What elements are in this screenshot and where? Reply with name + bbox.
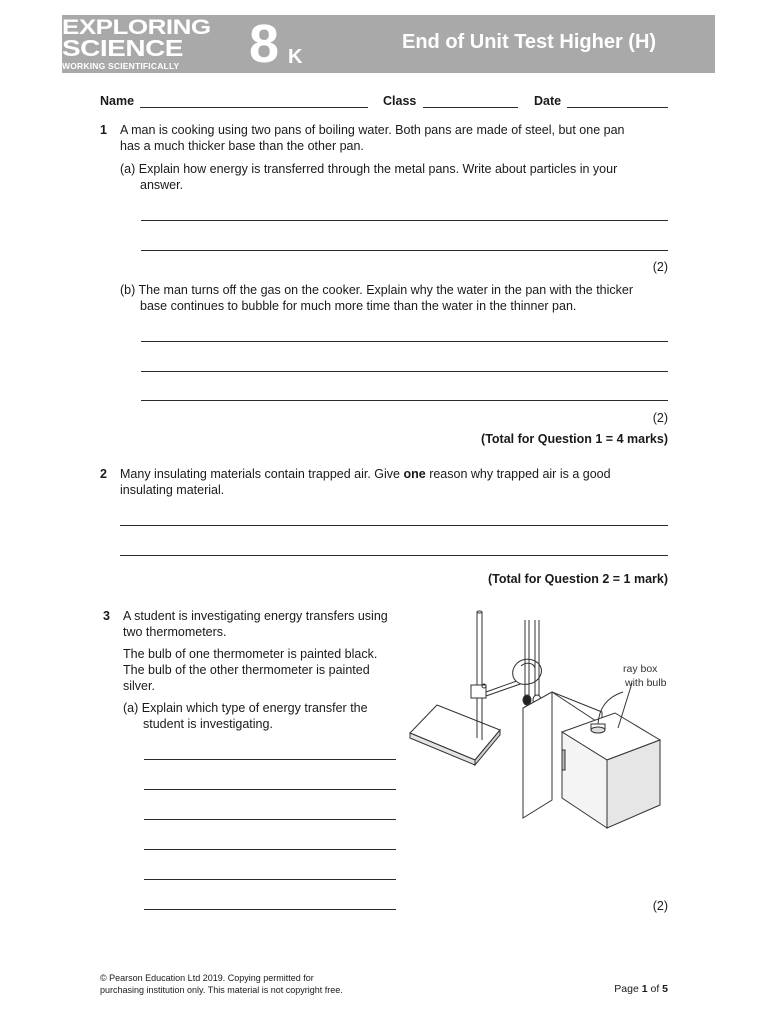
question-3a-line-2: student is investigating. — [143, 717, 273, 731]
page-number: Page 1 of 5 — [614, 983, 668, 995]
ray-box-label-line-2: with bulb — [625, 677, 667, 689]
question-3-para-line-2: The bulb of the other thermometer is painted — [123, 663, 370, 677]
question-1-stem-line-2: has a much thicker base than the other pan. — [120, 139, 364, 153]
answer-line[interactable] — [141, 400, 668, 401]
name-label: Name — [100, 94, 135, 108]
answer-line[interactable] — [141, 341, 668, 342]
question-3-stem-line-1: A student is investigating energy transfers using — [123, 609, 388, 623]
question-2-stem-line-2: insulating material. — [120, 483, 225, 497]
copyright-line-2: purchasing institution only. This material is not copyright free. — [100, 985, 343, 995]
question-3-number: 3 — [103, 609, 110, 623]
question-1-stem-line-1: A man is cooking using two pans of boiling water. Both pans are made of steel, but one pan — [120, 123, 625, 137]
answer-line[interactable] — [144, 849, 396, 850]
test-title: End of Unit Test Higher (H) — [402, 31, 657, 53]
question-3-stem-line-2: two thermometers. — [123, 625, 227, 639]
logo-line-1: EXPLORING — [62, 14, 211, 39]
stand-base — [410, 705, 500, 765]
class-field[interactable] — [423, 107, 518, 108]
copyright-line-1: © Pearson Education Ltd 2019. Copying permitted for — [100, 973, 314, 983]
name-field[interactable] — [140, 107, 368, 108]
question-3a-line-1: (a) Explain which type of energy transfer the — [123, 701, 368, 715]
question-1b-line-2: base continues to bubble for much more time than the water in the thinner pan. — [140, 299, 577, 313]
question-1a-line-2: answer. — [140, 178, 184, 192]
question-2-total: (Total for Question 2 = 1 mark) — [487, 572, 668, 586]
class-label: Class — [383, 94, 417, 108]
question-3a-marks: (2) — [652, 899, 668, 913]
question-1b-line-1: (b) The man turns off the gas on the cooker. Explain why the water in the pan with the thicker — [120, 283, 634, 297]
answer-line[interactable] — [144, 909, 396, 910]
answer-line[interactable] — [144, 789, 396, 790]
date-field[interactable] — [567, 107, 668, 108]
answer-line[interactable] — [141, 371, 668, 372]
emphasis-one: one — [403, 467, 426, 481]
logo-line-3: WORKING SCIENTIFICALLY — [62, 61, 180, 71]
question-3-para-line-1: The bulb of one thermometer is painted black. — [123, 647, 378, 661]
question-2-stem-line-1: Many insulating materials contain trapped air. Give one reason why trapped air is a good — [120, 467, 611, 481]
answer-line[interactable] — [144, 879, 396, 880]
answer-line[interactable] — [141, 220, 668, 221]
logo-line-2: SCIENCE — [62, 35, 183, 61]
question-3-para-line-3: silver. — [123, 679, 155, 693]
unit-letter: K — [288, 46, 303, 68]
question-2-number: 2 — [100, 467, 107, 481]
answer-line[interactable] — [144, 819, 396, 820]
apparatus-diagram — [405, 600, 690, 835]
date-label: Date — [534, 94, 562, 108]
question-1b-marks: (2) — [652, 411, 668, 425]
ray-box-label-line-1: ray box — [623, 663, 658, 675]
unit-number: 8 — [249, 14, 280, 74]
question-1-number: 1 — [100, 123, 107, 137]
answer-line[interactable] — [144, 759, 396, 760]
answer-line[interactable] — [141, 250, 668, 251]
answer-line[interactable] — [120, 555, 668, 556]
question-1a-line-1: (a) Explain how energy is transferred through the metal pans. Write about particles in your — [120, 162, 618, 176]
question-1a-marks: (2) — [652, 260, 668, 274]
answer-line[interactable] — [120, 525, 668, 526]
question-1-total: (Total for Question 1 = 4 marks) — [481, 432, 668, 446]
header-banner — [62, 15, 715, 73]
